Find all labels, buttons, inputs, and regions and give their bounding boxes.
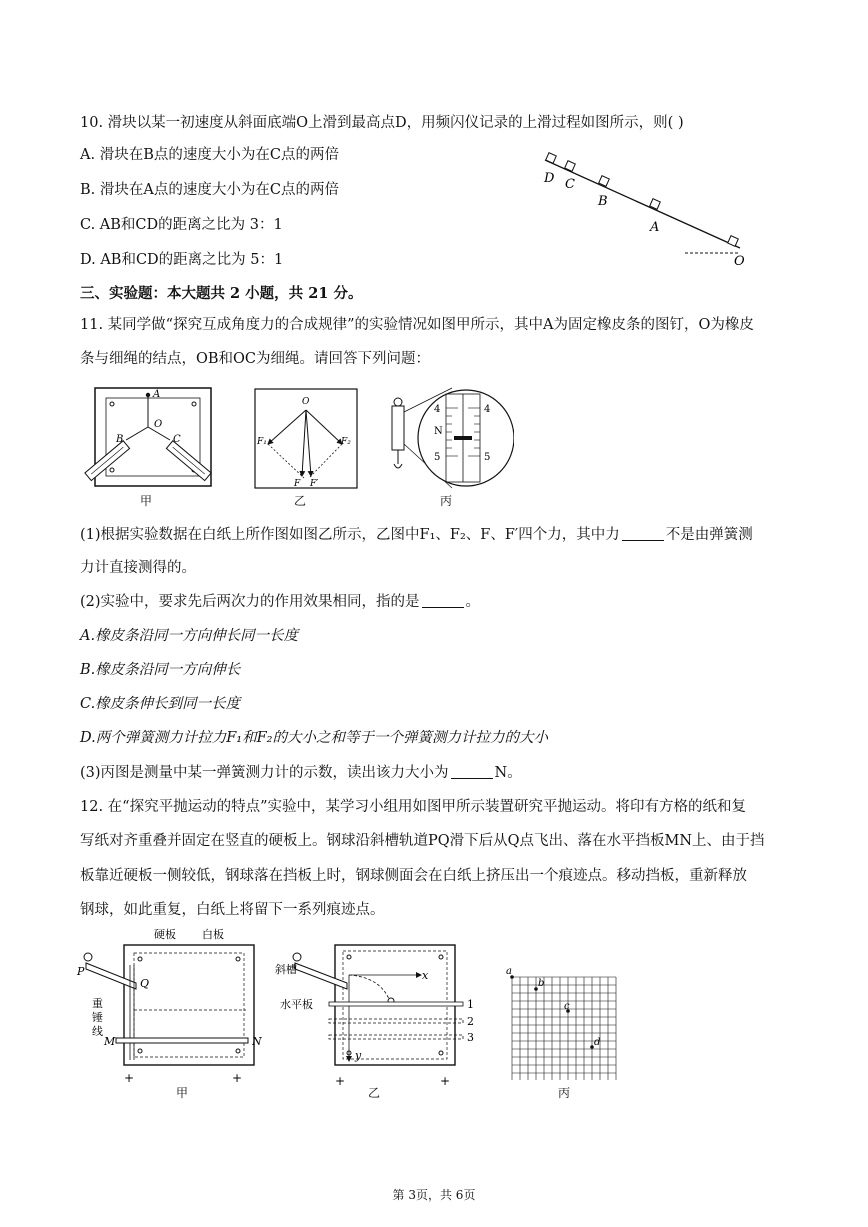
q12-jia-label-chui3: 线 [92,1025,103,1038]
q11-stem-line2: 条与细绳的结点，OB和OC为细绳。请回答下列问题： [80,351,431,367]
q11-caption-jia: 甲 [140,494,153,508]
svg-text:+: + [440,1074,451,1088]
q11-bing-tick-5-left: 5 [434,452,441,463]
q12-caption-jia: 甲 [176,1086,189,1100]
q11-part2 [80,592,480,612]
q12-yi-label-3: 3 [467,1031,474,1044]
q12-line4: 钢球，如此重复，白纸上将留下一系列痕迹点。 [80,902,385,918]
q12-yi-label-x: x [422,969,429,982]
svg-text:+: + [232,1071,243,1085]
q11-option-a: A.橡皮条沿同一方向伸长同一长度 [80,628,299,644]
q12-figure-bing-grid [504,965,624,1080]
q10-label-b: B [598,194,608,209]
q11-jia-label-o: O [154,419,163,430]
q11-bing-unit-n: N [434,426,443,437]
q10-option-c: C. AB和CD的距离之比为 3：1 [80,217,283,233]
q11-part2-blank [422,593,464,608]
q12-jia-label-n: N [252,1035,262,1048]
q11-stem-line1: 11. 某同学做“探究互成角度力的合成规律”的实验情况如图甲所示，其中A为固定橡皮条的图钉，O为橡皮 [80,317,754,333]
q12-yi-label-y: y [355,1049,362,1062]
q11-figure-yi [254,388,359,490]
q10-label-o: O [734,254,745,269]
q12-line2: 写纸对齐重叠并固定在竖直的硬板上。钢球沿斜槽轨道PQ滑下后从Q点飞出、落在水平挡板MN上、由于挡 [80,833,765,849]
q11-part1-pre: (1)根据实验数据在白纸上所作图如图乙所示，乙图中F₁、F₂、F、F′四个力，其中力 [80,527,620,543]
q12-jia-label-m: M [104,1035,116,1048]
q12-jia-label-chui2: 锤 [92,1011,103,1024]
q12-bing-label-a: a [506,966,512,977]
q11-part3 [80,763,522,783]
q12-jia-label-whiteboard: 白板 [202,928,224,941]
q11-yi-label-o: O [302,397,310,407]
q10-incline-figure [535,150,765,270]
q12-caption-yi: 乙 [368,1086,381,1100]
svg-text:+: + [335,1074,346,1088]
q10-label-c: C [565,177,575,192]
q12-caption-bing: 丙 [558,1086,571,1100]
q11-bing-tick-4-right: 4 [484,404,491,415]
q12-bing-label-c: c [564,1001,570,1012]
q11-yi-label-f1: F₁ [257,437,267,447]
q12-figure-jia [74,925,274,1090]
q11-part3-pre: (3)丙图是测量中某一弹簧测力计的示数，读出该力大小为 [80,765,449,781]
q11-part2-post: 。 [465,594,481,610]
q10-stem: 10. 滑块以某一初速度从斜面底端O上滑到最高点D，用频闪仪记录的上滑过程如图所示，则( ) [80,115,684,131]
q12-jia-label-p: P [77,965,85,978]
q11-part3-blank [451,764,493,779]
q11-option-b: B.橡皮条沿同一方向伸长 [80,662,241,678]
q11-caption-bing: 丙 [440,494,453,508]
q12-yi-label-slot: 斜槽 [275,963,297,976]
q11-figure-bing [384,384,514,494]
q12-yi-label-2: 2 [467,1015,474,1028]
q11-option-c: C.橡皮条伸长到同一长度 [80,696,241,712]
q10-option-a: A. 滑块在B点的速度大小为在C点的两倍 [80,147,339,163]
q11-option-d: D.两个弹簧测力计拉力F₁和F₂的大小之和等于一个弹簧测力计拉力的大小 [80,730,548,746]
q11-jia-label-a: A [153,389,161,400]
q12-yi-label-1: 1 [467,998,474,1011]
q11-yi-label-fp: F′ [310,479,319,489]
q12-yi-label-plate: 水平板 [280,998,313,1011]
q12-bing-label-b: b [538,978,545,989]
q11-part1-post: 不是由弹簧测 [665,527,753,543]
q11-bing-tick-5-right: 5 [484,452,491,463]
q11-part1 [80,525,753,545]
q11-part1-line2: 力计直接测得的。 [80,560,196,576]
q11-bing-tick-4-left: 4 [434,404,441,415]
svg-text:+: + [124,1071,135,1085]
q12-line1: 12. 在“探究平抛运动的特点”实验中，某学习小组用如图甲所示装置研究平抛运动。将印有方格的纸和复 [80,799,746,815]
q12-bing-label-d: d [594,1037,601,1048]
q12-jia-label-q: Q [140,977,150,990]
q11-yi-label-f2: F₂ [341,437,351,447]
q12-figure-yi [275,935,480,1090]
q12-line3: 板靠近硬板一侧较低，钢球落在挡板上时，钢球侧面会在白纸上挤压出一个痕迹点。移动挡板，重新释放 [80,868,747,884]
q11-yi-label-f: F [294,479,301,489]
q11-caption-yi: 乙 [294,494,307,508]
q12-jia-label-hardboard: 硬板 [154,928,176,941]
section-heading: 三、实验题：本大题共 2 小题，共 21 分。 [80,285,363,302]
q10-option-b: B. 滑块在A点的速度大小为在C点的两倍 [80,182,339,198]
q11-part2-pre: (2)实验中，要求先后两次力的作用效果相同，指的是 [80,594,420,610]
q10-label-d: D [544,171,555,186]
q12-jia-label-chui1: 重 [92,997,103,1010]
q11-part3-post: N。 [494,765,522,781]
q10-option-d: D. AB和CD的距离之比为 5：1 [80,252,284,268]
q11-jia-label-b: B [116,434,124,445]
q10-label-a: A [650,220,660,235]
q11-jia-label-c: C [173,434,181,445]
page-footer: 第 3页，共 6页 [392,1188,476,1202]
q11-part1-blank [622,526,664,541]
q11-figure-jia [78,385,228,495]
